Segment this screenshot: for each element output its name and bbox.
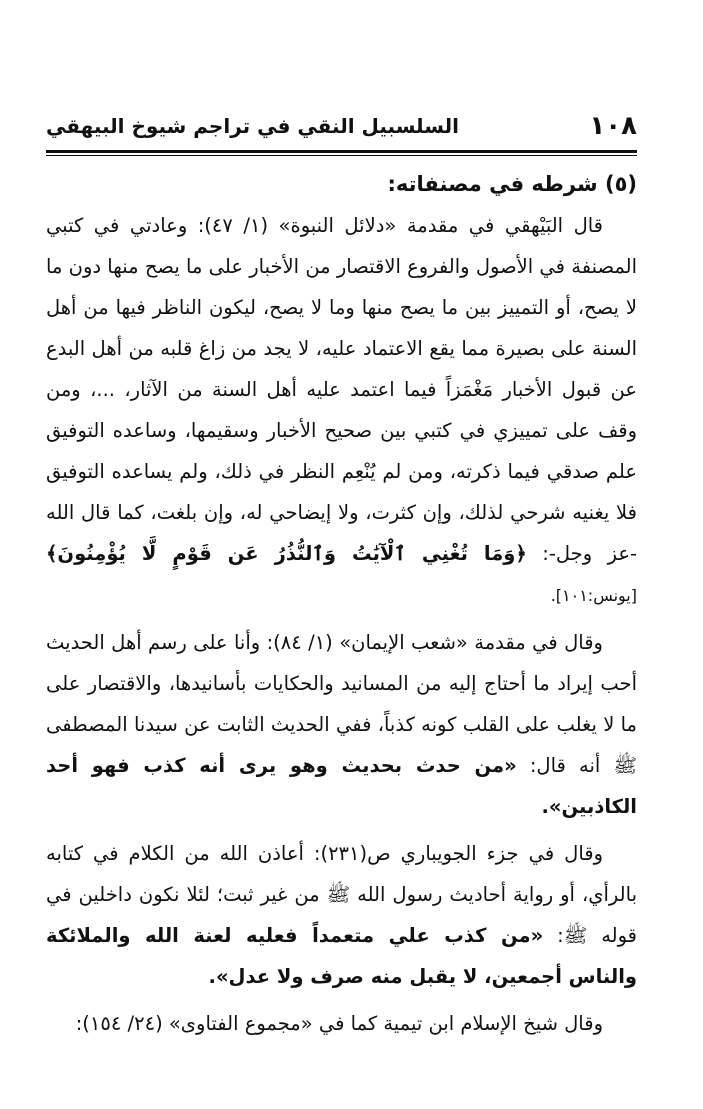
paragraph-ibn-taymiyya: وقال شيخ الإسلام ابن تيمية كما في «مجموع الفتاوى» (٢٤/ ١٥٤): [75, 1012, 603, 1035]
page-number: ١٠٨ [589, 111, 637, 141]
hadith-quote-2: «من كذب علي متعمداً فعليه لعنة الله والملائكة والناس أجمعين، لا يقبل منه صرف ولا عدل». [46, 924, 637, 988]
header-rule-thin [46, 155, 637, 156]
body-text [46, 164, 637, 1044]
paragraph-dalail [46, 205, 637, 616]
paragraph-juwaybari-text: وقال في جزء الجويباري ص(٢٣١): أعاذن الله من الكلام في كتابه بالرأي، أو رواية أحاديث رسول الله ﷺ من غير ثبت؛ لئلا نكون داخلين في قوله ﷺ: [46, 842, 637, 947]
paragraph-dalail-text: قال البَيْهقي في مقدمة «دلائل النبوة» (١/ ٤٧): وعادتي في كتبي المصنفة في الأصول والفروع الاقتصار من الأخبار على ما يصح منها دون ما لا يصح، أو التمييز بين ما يصح منها وما لا يصح، ليكون الناظر فيها من أهل السنة على بصيرة مما يقع الاعتماد عليه، لا يجد من زاغ قلبه من أهل البدع عن قبول الأخبار مَغْمَزاً فيما اعتمد عليه أهل السنة من الآثار، ...، ومن وقف على تمييزي في كتبي بين صحيح الأخبار وسقيمها، وساعده التوفيق علم صدقي فيما ذكرته، ومن لم يُنْعِم النظر في ذلك، ولم يساعده التوفيق فلا يغنيه شرحي لذلك، وإن كثرت، ولا إيضاحي له، وإن بلغت، كما قال الله -عز وجل-: [46, 214, 637, 565]
hadith-quote-1: «من حدث بحديث وهو يرى أنه كذب فهو أحد الكاذبين». [46, 754, 637, 818]
page-header [46, 104, 637, 148]
paragraph-shuab-text: وقال في مقدمة «شعب الإيمان» (١/ ٨٤): وأنا على رسم أهل الحديث أحب إيراد ما أحتاج إليه من المسانيد والحكايات بأسانيدها، والاقتصار على ما لا يغلب على القلب كونه كذباً، ففي الحديث الثابت عن سيدنا المصطفى ﷺ أنه قال: [46, 631, 638, 777]
running-title: السلسبيل النقي في تراجم شيوخ البيهقي [46, 114, 459, 138]
section-heading: (٥) شرطه في مصنفاته: [387, 172, 637, 196]
paragraph-shuab [46, 622, 637, 827]
quran-verse: ﴿وَمَا تُغْنِي ٱلْآيَٰتُ وَٱلنُّذُرُ عَن قَوْمٍ لَّا يُؤْمِنُونَ﴾ [46, 542, 527, 565]
verse-reference: [يونس:١٠١]. [550, 586, 637, 605]
header-rule-thick [46, 150, 637, 153]
paragraph-juwaybari [46, 833, 637, 997]
